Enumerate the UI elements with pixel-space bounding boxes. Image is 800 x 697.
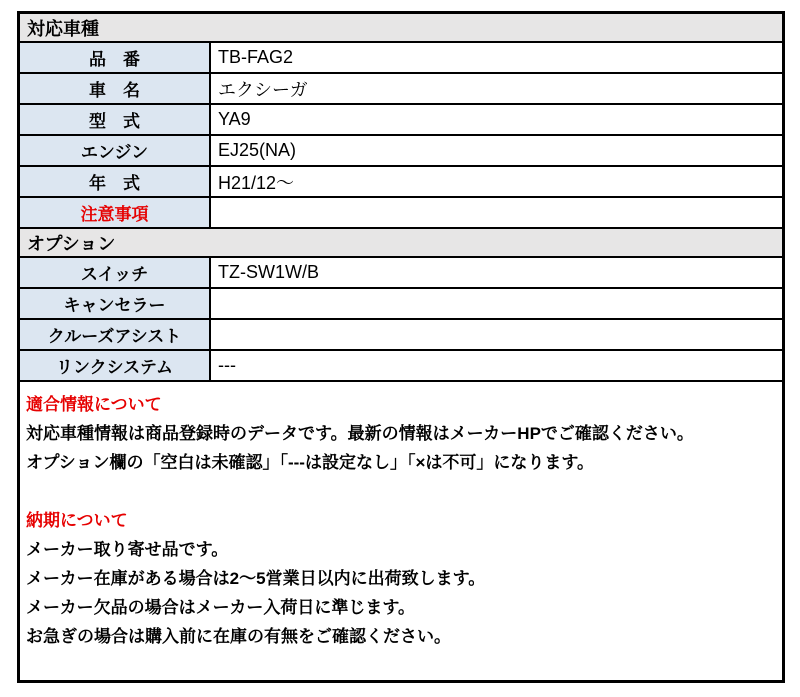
vehicle-section-header [20,14,782,43]
table-row-model-year [20,167,782,198]
option-section-header [20,229,782,258]
row-label-cautions: 注意事項 [20,198,211,227]
fitment-notes-title: 適合情報について [26,395,162,414]
row-label: 年 式 [20,167,211,196]
note-line: メーカー欠品の場合はメーカー入荷日に準じます。 [26,598,415,617]
note-line: メーカー取り寄せ品です。 [26,540,229,559]
table-row-cautions [20,198,782,229]
table-row-engine [20,136,782,167]
row-label: リンクシステム [20,351,211,380]
row-value: TB-FAG2 [211,43,782,72]
table-row-switch [20,258,782,289]
row-value [211,198,782,227]
table-row-car-name [20,74,782,105]
row-value: --- [211,351,782,380]
row-value: EJ25(NA) [211,136,782,165]
note-line: オプション欄の「空白は未確認」「---は設定なし」「×は不可」になります。 [26,453,595,472]
row-label: キャンセラー [20,289,211,318]
product-spec-sheet [17,11,785,683]
note-line-blank [26,477,782,506]
row-value: H21/12～ [211,167,782,196]
note-line: メーカー在庫がある場合は2～5営業日以内に出荷致します。 [26,569,486,588]
notes-section [20,382,782,680]
row-value: YA9 [211,105,782,134]
row-value: TZ-SW1W/B [211,258,782,287]
option-section-title: オプション [27,233,116,254]
table-row-canceller [20,289,782,320]
row-value [211,289,782,318]
row-label: 型 式 [20,105,211,134]
row-label: クルーズアシスト [20,320,211,349]
row-label: エンジン [20,136,211,165]
note-line: お急ぎの場合は購入前に在庫の有無をご確認ください。 [26,627,451,646]
vehicle-section-title: 対応車種 [27,18,99,39]
table-row-cruise-assist [20,320,782,351]
row-label: 車 名 [20,74,211,103]
table-row-part-number [20,43,782,74]
row-label: スイッチ [20,258,211,287]
table-row-model-code [20,105,782,136]
note-line: 対応車種情報は商品登録時のデータです。最新の情報はメーカーHPでご確認ください。 [26,424,694,443]
row-label: 品 番 [20,43,211,72]
row-value [211,320,782,349]
table-row-link-system [20,351,782,382]
row-value: エクシーガ [211,74,782,103]
delivery-notes-title: 納期について [26,511,128,530]
